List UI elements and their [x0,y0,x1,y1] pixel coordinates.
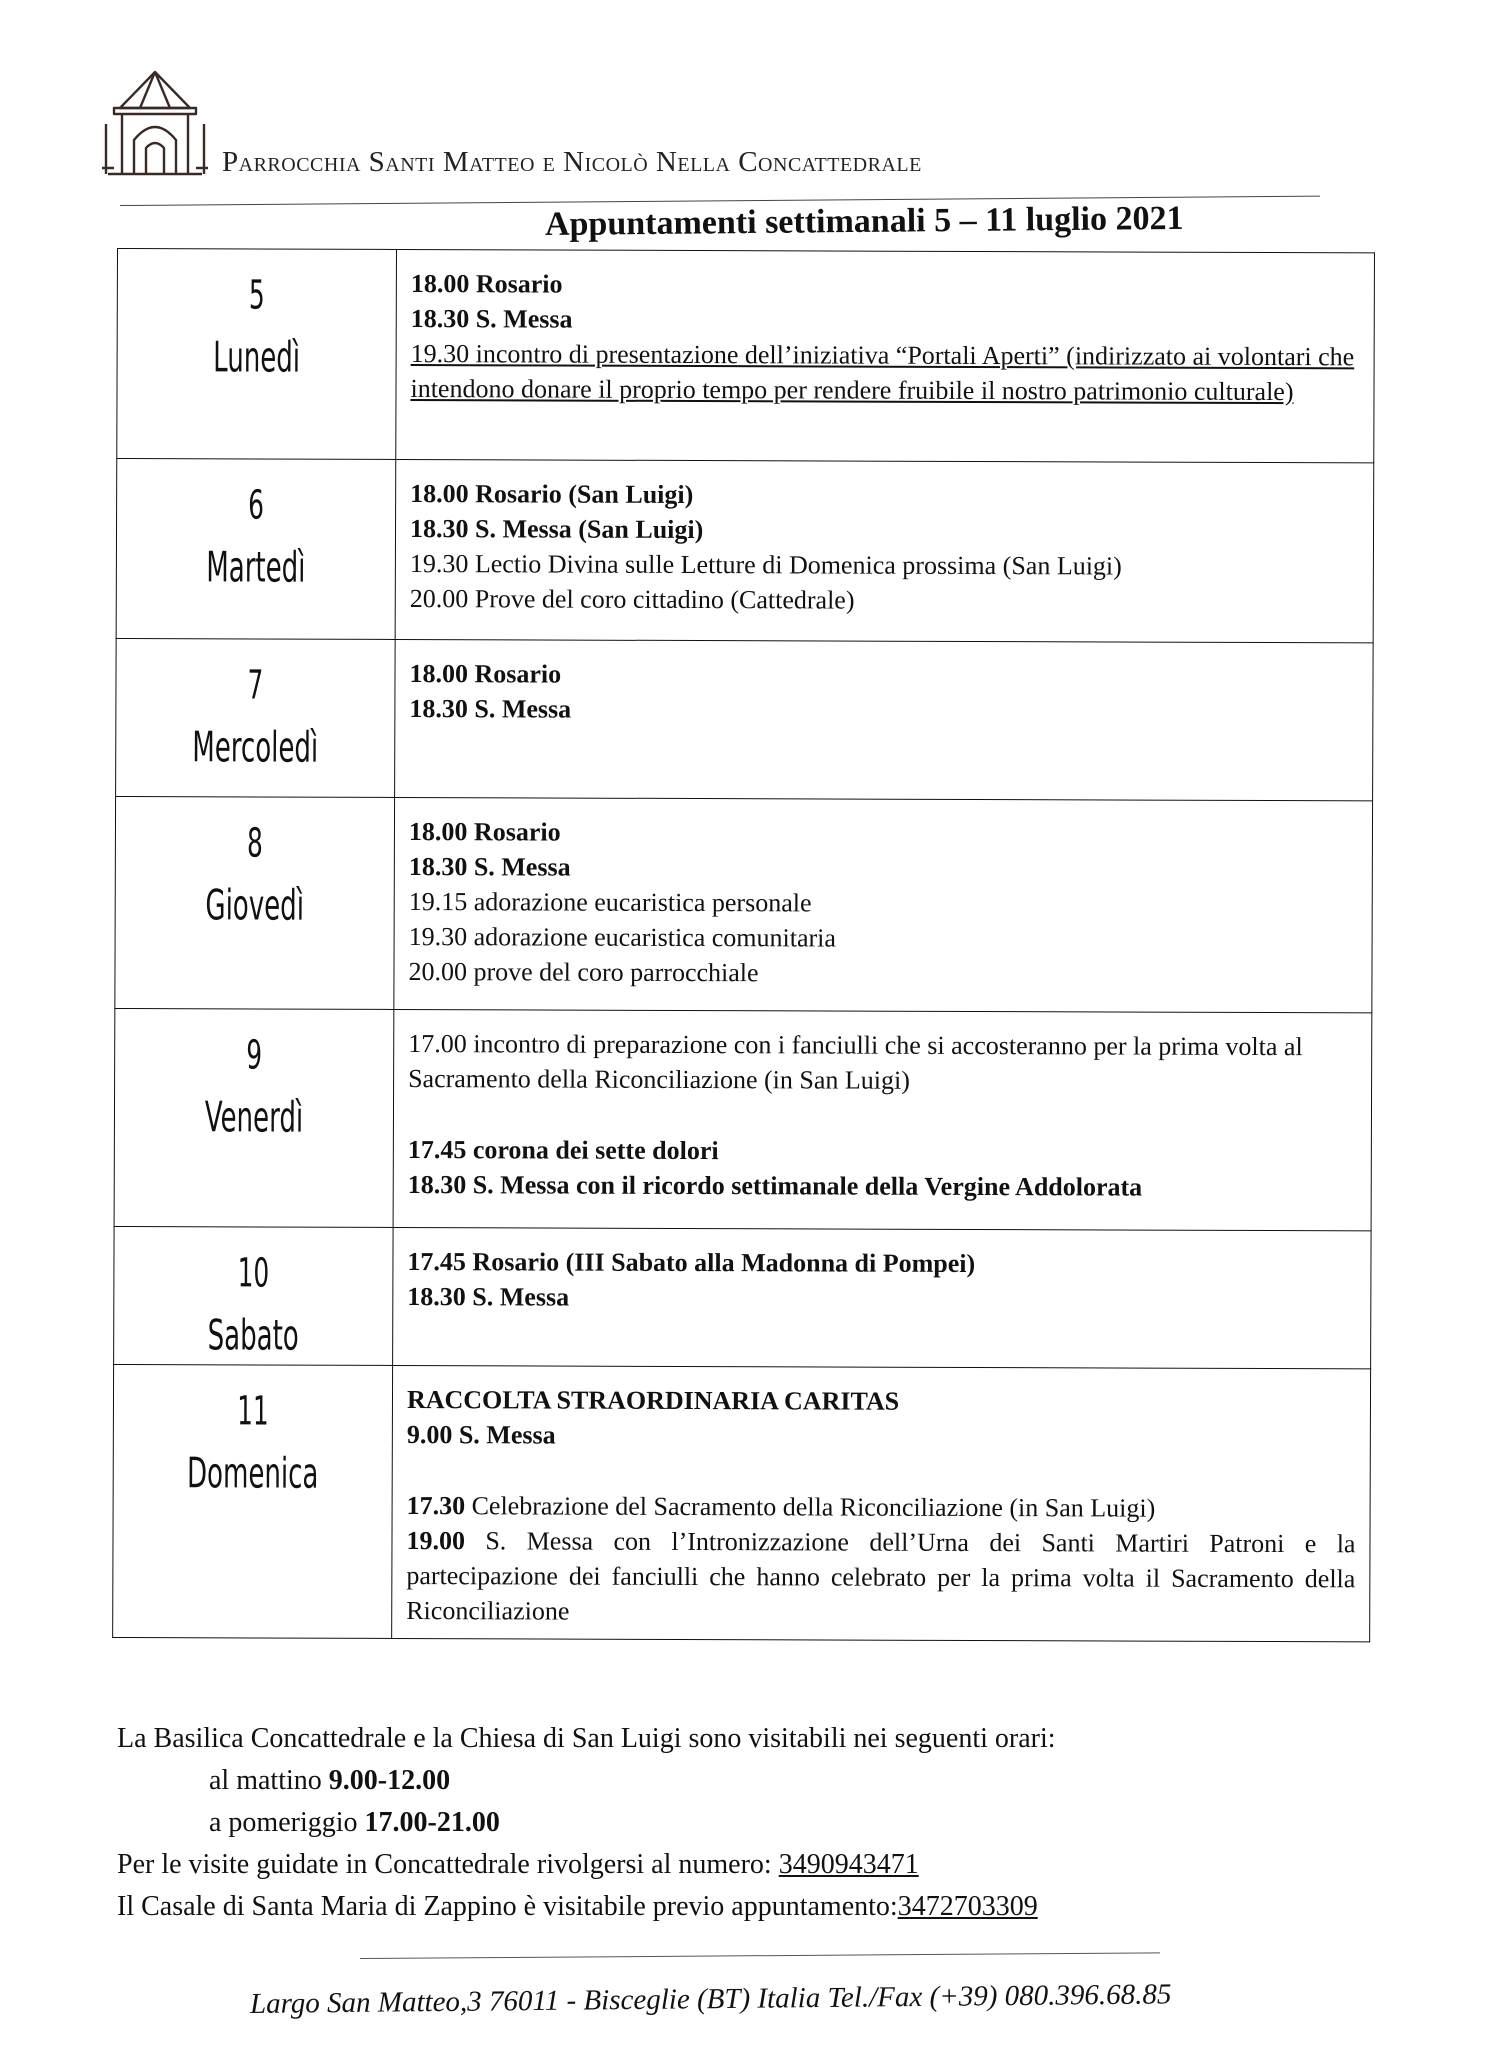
day-cell [116,638,396,797]
event-description: prove del coro parrocchiale [466,957,759,988]
event-line [407,1488,1356,1526]
letterhead [100,64,1100,194]
event-description: Rosario [469,269,563,299]
event-time: 18.00 [410,479,469,509]
event-line [410,336,1359,409]
event-time: 18.30 [410,304,470,334]
event-time: 18.00 [408,817,468,847]
event-description: S. Messa [467,694,572,724]
event-description: S. Messa (San Luigi) [468,514,704,545]
event-time: 20.00 [409,584,469,614]
day-name: Domenica [186,1448,319,1498]
day-cell [114,1226,393,1365]
day-name: Lunedì [213,332,301,382]
event-line [408,1132,1357,1170]
event-time: 18.30 [409,514,469,544]
event-line [408,954,1357,992]
weekly-schedule-table [112,248,1375,1642]
event-description: Rosario (III Sabato alla Madonna di Pompei) [465,1247,976,1279]
event-description: adorazione eucaristica comunitaria [467,922,837,953]
event-time: 18.30 [408,852,468,882]
event-description: Rosario [467,817,561,847]
event-line [407,1382,1356,1420]
day-name: Venerdì [204,1092,304,1142]
event-line [410,581,1359,619]
event-description: S. Messa [452,1420,556,1450]
event-time: 18.00 [410,269,470,299]
event-line [409,919,1358,957]
day-cell [115,796,395,1009]
schedule-row [114,1008,1372,1230]
event-time: 19.30 [410,339,470,369]
event-description: Lectio Divina sulle Letture di Domenica prossima (San Luigi) [468,549,1122,581]
morning-hours: 9.00-12.00 [328,1765,451,1796]
event-line [407,1244,1356,1282]
guided-visits-line: Per le visite guidate in Concattedrale rivolgersi al numero: 3490943471 [117,1849,919,1880]
event-description: incontro di presentazione dell’iniziativa “Portali Aperti” (indirizzato ai volontari che intendono donare il proprio tempo per rendere fruibile il nostro patrimonio culturale) [410,339,1355,407]
event-description: S. Messa [469,304,573,334]
event-time: 17.30 [406,1491,466,1521]
event-time: 17.00 [408,1029,467,1059]
footer-divider [360,1952,1160,1959]
event-description: Rosario (San Luigi) [468,479,694,510]
schedule-row [113,1364,1371,1641]
event-line [407,1279,1356,1317]
day-cell [113,1364,393,1638]
event-description: S. Messa [465,1282,570,1312]
day-number: 9 [246,1032,263,1079]
event-description: Rosario [467,659,562,689]
events-cell [393,1227,1371,1368]
spacer [407,1452,1356,1491]
event-line [408,1167,1357,1205]
day-cell [114,1008,394,1227]
event-time: 17.45 [407,1135,467,1165]
event-description: RACCOLTA STRAORDINARIA CARITAS [406,1385,900,1416]
event-line [409,656,1358,694]
schedule-row [117,249,1375,463]
afternoon-hours: 17.00-21.00 [364,1807,500,1838]
events-cell [393,1009,1372,1230]
event-time: 19.00 [406,1526,466,1556]
schedule-row [115,796,1373,1012]
day-name: Giovedì [205,880,305,930]
events-cell [395,459,1374,642]
parish-address: Largo San Matteo,3 76011 - Bisceglie (BT) Italia Tel./Fax (+39) 080.396.68.85 [249,1978,1172,2020]
events-cell [392,1365,1371,1641]
event-time: 19.15 [408,887,468,917]
event-line [408,1026,1357,1099]
event-description: S. Messa con il ricordo settimanale della Vergine Addolorata [466,1170,1143,1202]
event-description: Celebrazione del Sacramento della Riconciliazione (in San Luigi) [465,1491,1156,1523]
page-title: Appuntamenti settimanali 5 – 11 luglio 2021 [544,199,1184,243]
event-description: incontro di preparazione con i fanciulli che si accosteranno per la prima volta al Sacramento della Riconciliazione (in San Luigi) [408,1029,1303,1095]
day-number: 10 [237,1250,270,1297]
day-number: 6 [248,482,265,529]
event-time: 19.30 [408,922,468,952]
church-facade-icon [100,68,210,184]
event-time: 9.00 [406,1420,453,1450]
event-line [409,849,1358,887]
event-time: 19.30 [409,549,469,579]
day-number: 7 [247,662,264,709]
event-time: 17.45 [407,1247,467,1277]
casale-visits-line: Il Casale di Santa Maria di Zappino è visitabile previo appuntamento:3472703309 [117,1891,1038,1922]
guided-visits-phone: 3490943471 [778,1849,919,1880]
day-name: Mercoledì [192,722,319,772]
event-description: adorazione eucaristica personale [467,887,812,918]
day-name: Sabato [207,1310,299,1360]
event-description: S. Messa [467,852,571,882]
event-line [406,1523,1355,1631]
events-cell [396,249,1375,462]
event-line [410,511,1359,549]
spacer [408,1096,1357,1135]
event-time: 18.30 [407,1170,467,1200]
events-cell [395,639,1374,800]
casale-phone: 3472703309 [897,1891,1038,1922]
event-line [409,814,1358,852]
day-number: 8 [246,820,263,867]
afternoon-hours-line: a pomeriggio 17.00-21.00 [209,1807,500,1838]
event-description: S. Messa con l’Intronizzazione dell’Urna dei Santi Martiri Patroni e la partecipazione dei fanciulli che hanno celebrato per la prima volta il Sacramento della Riconciliazione [406,1526,1356,1626]
event-time: 18.30 [407,1282,466,1312]
event-line [410,476,1359,514]
day-cell [117,249,397,460]
event-line [411,301,1360,339]
event-line [410,546,1359,584]
event-time: 18.00 [409,659,469,689]
event-line [407,1417,1356,1455]
schedule-row [116,638,1374,800]
event-description: Prove del coro cittadino (Cattedrale) [468,584,855,615]
event-line [409,691,1358,729]
events-cell [394,797,1373,1012]
day-name: Martedì [206,542,306,592]
event-line [411,266,1360,304]
event-time: 20.00 [408,957,468,987]
visiting-hours [117,1718,1056,1928]
event-time: 18.30 [409,694,468,724]
schedule-row [116,459,1374,643]
visiting-intro: La Basilica Concattedrale e la Chiesa di San Luigi sono visitabili nei seguenti orari: [117,1723,1056,1754]
day-number: 11 [237,1388,269,1435]
event-line [409,884,1358,922]
parish-name: Parrocchia Santi Matteo e Nicolò Nella Concattedrale [222,146,922,178]
day-number: 5 [248,272,265,319]
schedule-row [114,1226,1371,1368]
morning-hours-line: al mattino 9.00-12.00 [209,1765,451,1796]
event-description: corona dei sette dolori [466,1135,719,1166]
day-cell [116,459,396,640]
